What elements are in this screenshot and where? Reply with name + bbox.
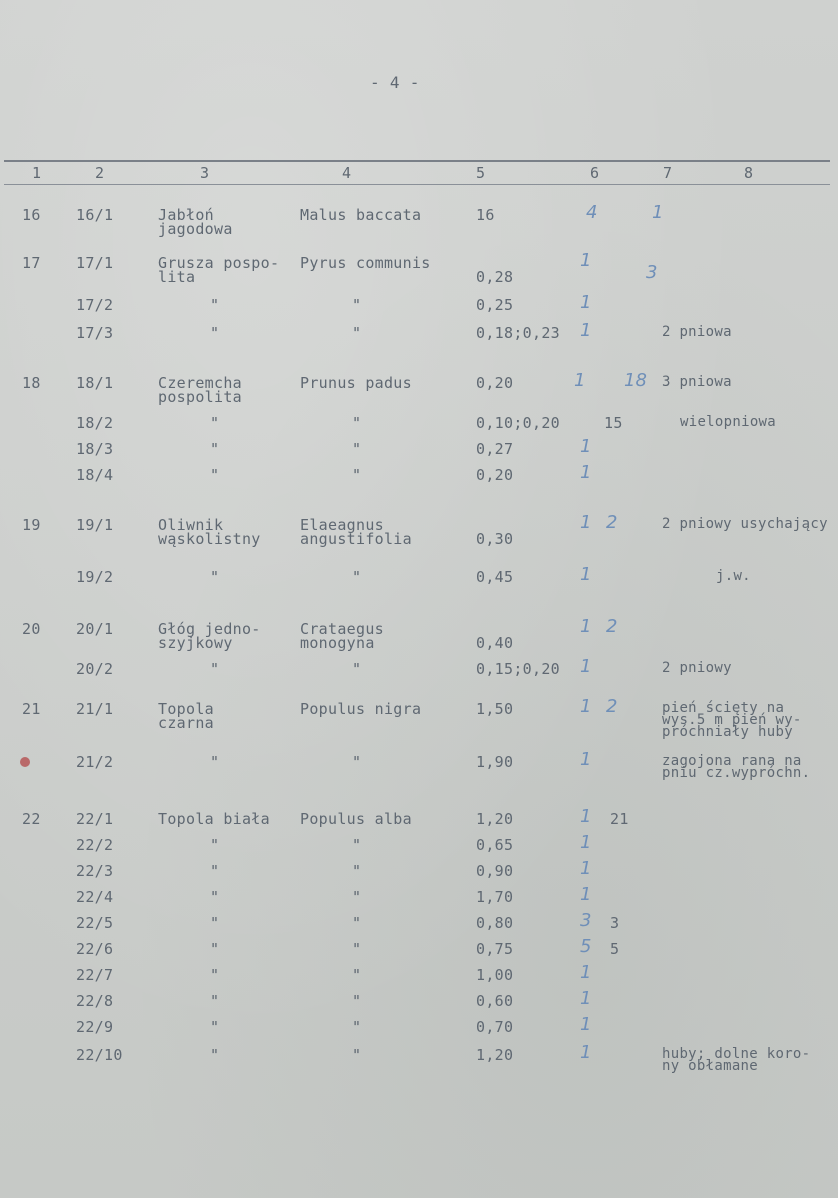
column-header-3: 3 <box>200 164 210 182</box>
row-7-c3: " <box>210 440 220 458</box>
row-21-c5: 1,00 <box>476 966 514 984</box>
row-10-c5: 0,45 <box>476 568 514 586</box>
row-24-c3: " <box>210 1046 220 1064</box>
row-15-c1: 22 <box>22 810 41 828</box>
row-15-c5: 1,20 <box>476 810 514 828</box>
row-9-c2: 19/1 <box>76 516 114 534</box>
row-9-c4: Elaeagnus angustifolia <box>300 516 412 548</box>
row-14-c8: zagojona rana na pniu cz.wypróchn. <box>662 753 811 781</box>
row-12-c5: 0,15;0,20 <box>476 660 560 678</box>
row-2-c6: 1 <box>580 250 592 271</box>
row-6-c6: 15 <box>604 414 623 432</box>
row-18-c2: 22/4 <box>76 888 114 906</box>
row-5-c3: Czeremcha pospolita <box>158 374 242 406</box>
row-19-c7: 3 <box>610 914 620 932</box>
column-header-4: 4 <box>342 164 352 182</box>
row-20-c2: 22/6 <box>76 940 114 958</box>
row-7-c4: " <box>352 440 362 458</box>
row-9-c8: 2 pniowy usychający <box>662 516 828 532</box>
row-24-c6: 1 <box>580 1042 592 1063</box>
row-3-c5: 0,25 <box>476 296 514 314</box>
row-11-c6: 1 <box>580 616 592 637</box>
row-20-c3: " <box>210 940 220 958</box>
header-bottom-rule <box>4 184 830 185</box>
row-10-c2: 19/2 <box>76 568 114 586</box>
row-13-c4: Populus nigra <box>300 700 422 718</box>
row-10-c3: " <box>210 568 220 586</box>
column-header-8: 8 <box>744 164 754 182</box>
row-1-c5: 16 <box>476 206 495 224</box>
row-22-c2: 22/8 <box>76 992 114 1010</box>
row-9-c1: 19 <box>22 516 41 534</box>
red-mark <box>20 757 30 767</box>
row-14-c4: " <box>352 753 362 771</box>
row-4-c3: " <box>210 324 220 342</box>
row-18-c6: 1 <box>580 884 592 905</box>
row-1-c4: Malus baccata <box>300 206 422 224</box>
row-2-c1: 17 <box>22 254 41 272</box>
row-19-c6: 3 <box>580 910 592 931</box>
row-5-c4: Prunus padus <box>300 374 412 392</box>
row-8-c4: " <box>352 466 362 484</box>
row-19-c5: 0,80 <box>476 914 514 932</box>
row-10-c4: " <box>352 568 362 586</box>
row-4-c2: 17/3 <box>76 324 114 342</box>
row-6-c3: " <box>210 414 220 432</box>
row-2-c7: 3 <box>646 262 658 283</box>
row-1-c7: 1 <box>652 202 664 223</box>
row-17-c2: 22/3 <box>76 862 114 880</box>
row-8-c6: 1 <box>580 462 592 483</box>
column-header-6: 6 <box>590 164 600 182</box>
row-18-c3: " <box>210 888 220 906</box>
row-23-c6: 1 <box>580 1014 592 1035</box>
row-9-c6: 1 <box>580 512 592 533</box>
row-16-c5: 0,65 <box>476 836 514 854</box>
row-14-c6: 1 <box>580 749 592 770</box>
row-14-c3: " <box>210 753 220 771</box>
row-21-c3: " <box>210 966 220 984</box>
row-13-c6: 1 <box>580 696 592 717</box>
row-13-c2: 21/1 <box>76 700 114 718</box>
row-19-c3: " <box>210 914 220 932</box>
row-11-c2: 20/1 <box>76 620 114 638</box>
row-8-c3: " <box>210 466 220 484</box>
row-20-c6: 5 <box>580 936 592 957</box>
row-11-c4: Crataegus monogyna <box>300 620 384 652</box>
row-23-c5: 0,70 <box>476 1018 514 1036</box>
row-15-c4: Populus alba <box>300 810 412 828</box>
row-11-c3: Głóg jedno- szyjkowy <box>158 620 261 652</box>
row-13-c1: 21 <box>22 700 41 718</box>
row-8-c2: 18/4 <box>76 466 114 484</box>
row-4-c5: 0,18;0,23 <box>476 324 560 342</box>
row-20-c4: " <box>352 940 362 958</box>
row-5-c1: 18 <box>22 374 41 392</box>
row-19-c2: 22/5 <box>76 914 114 932</box>
row-3-c3: " <box>210 296 220 314</box>
row-9-c7: 2 <box>606 512 618 533</box>
row-16-c2: 22/2 <box>76 836 114 854</box>
row-15-c2: 22/1 <box>76 810 114 828</box>
row-14-c5: 1,90 <box>476 753 514 771</box>
row-11-c5: 0,40 <box>476 634 514 652</box>
row-12-c2: 20/2 <box>76 660 114 678</box>
row-11-c1: 20 <box>22 620 41 638</box>
row-15-c3: Topola biała <box>158 810 270 828</box>
row-3-c4: " <box>352 296 362 314</box>
row-20-c5: 0,75 <box>476 940 514 958</box>
row-10-c6: 1 <box>580 564 592 585</box>
row-14-c2: 21/2 <box>76 753 114 771</box>
row-4-c8: 2 pniowa <box>662 324 732 340</box>
row-9-c5: 0,30 <box>476 530 514 548</box>
row-1-c1: 16 <box>22 206 41 224</box>
column-header-2: 2 <box>95 164 105 182</box>
row-6-c4: " <box>352 414 362 432</box>
row-15-c6: 1 <box>580 806 592 827</box>
row-23-c4: " <box>352 1018 362 1036</box>
row-1-c2: 16/1 <box>76 206 114 224</box>
row-11-c7: 2 <box>606 616 618 637</box>
row-22-c3: " <box>210 992 220 1010</box>
row-17-c3: " <box>210 862 220 880</box>
row-1-c3: Jabłoń jagodowa <box>158 206 233 238</box>
page-number: - 4 - <box>370 73 420 92</box>
row-5-c7: 18 <box>624 370 647 391</box>
row-22-c4: " <box>352 992 362 1010</box>
row-12-c3: " <box>210 660 220 678</box>
row-21-c4: " <box>352 966 362 984</box>
row-13-c8: pień ścięty na wys.5 m pień wy- próchniały huby <box>662 700 802 740</box>
row-12-c8: 2 pniowy <box>662 660 732 676</box>
row-23-c3: " <box>210 1018 220 1036</box>
row-5-c6: 1 <box>574 370 586 391</box>
row-16-c6: 1 <box>580 832 592 853</box>
row-6-c5: 0,10;0,20 <box>476 414 560 432</box>
row-16-c3: " <box>210 836 220 854</box>
row-23-c2: 22/9 <box>76 1018 114 1036</box>
row-9-c3: Oliwnik wąskolistny <box>158 516 261 548</box>
row-13-c3: Topola czarna <box>158 700 214 732</box>
row-7-c5: 0,27 <box>476 440 514 458</box>
row-24-c4: " <box>352 1046 362 1064</box>
row-21-c6: 1 <box>580 962 592 983</box>
row-6-c8: wielopniowa <box>680 414 777 430</box>
column-header-1: 1 <box>32 164 42 182</box>
row-2-c3: Grusza pospo- lita <box>158 254 280 286</box>
row-24-c5: 1,20 <box>476 1046 514 1064</box>
row-3-c6: 1 <box>580 292 592 313</box>
row-2-c2: 17/1 <box>76 254 114 272</box>
row-17-c4: " <box>352 862 362 880</box>
row-8-c5: 0,20 <box>476 466 514 484</box>
row-5-c2: 18/1 <box>76 374 114 392</box>
row-21-c2: 22/7 <box>76 966 114 984</box>
row-5-c8: 3 pniowa <box>662 374 732 390</box>
row-7-c2: 18/3 <box>76 440 114 458</box>
row-3-c2: 17/2 <box>76 296 114 314</box>
row-10-c8: j.w. <box>716 568 751 584</box>
row-1-c6: 4 <box>586 202 598 223</box>
row-5-c5: 0,20 <box>476 374 514 392</box>
row-17-c5: 0,90 <box>476 862 514 880</box>
column-header-5: 5 <box>476 164 486 182</box>
header-top-rule <box>4 160 830 162</box>
row-17-c6: 1 <box>580 858 592 879</box>
row-15-c7: 21 <box>610 810 629 828</box>
row-7-c6: 1 <box>580 436 592 457</box>
row-16-c4: " <box>352 836 362 854</box>
row-24-c8: huby; dolne koro- ny obłamane <box>662 1046 811 1074</box>
row-20-c7: 5 <box>610 940 620 958</box>
row-18-c4: " <box>352 888 362 906</box>
row-24-c2: 22/10 <box>76 1046 123 1064</box>
row-12-c6: 1 <box>580 656 592 677</box>
row-13-c7: 2 <box>606 696 618 717</box>
row-4-c4: " <box>352 324 362 342</box>
row-22-c5: 0,60 <box>476 992 514 1010</box>
row-6-c2: 18/2 <box>76 414 114 432</box>
row-12-c4: " <box>352 660 362 678</box>
row-22-c6: 1 <box>580 988 592 1009</box>
row-18-c5: 1,70 <box>476 888 514 906</box>
row-13-c5: 1,50 <box>476 700 514 718</box>
row-2-c5: 0,28 <box>476 268 514 286</box>
row-19-c4: " <box>352 914 362 932</box>
row-4-c6: 1 <box>580 320 592 341</box>
column-header-7: 7 <box>663 164 673 182</box>
row-2-c4: Pyrus communis <box>300 254 431 272</box>
